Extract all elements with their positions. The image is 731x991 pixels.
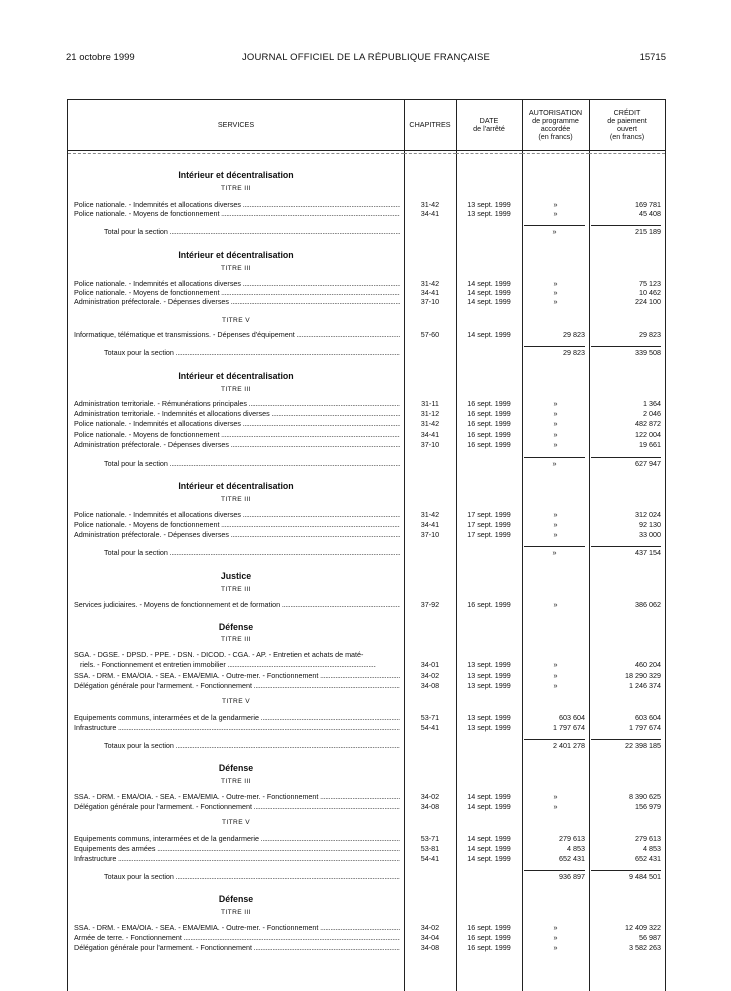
service-label: Administration préfectorale. - Dépenses diverses ..... xyxy=(74,440,400,449)
autorisation-cell: » xyxy=(553,440,558,449)
titre-heading: TITRE III xyxy=(221,265,251,272)
service-label: Police nationale. - Indemnités et allocations diverses ..... xyxy=(74,279,400,288)
autorisation-cell: 1 797 674 xyxy=(553,723,585,732)
autorisation-cell: » xyxy=(553,943,558,952)
credit-cell: 18 290 329 xyxy=(625,671,661,680)
service-label: Police nationale. - Moyens de fonctionnement ..... xyxy=(74,288,400,297)
date-cell: 14 sept. 1999 xyxy=(467,844,511,853)
chapitre-cell: 34-02 xyxy=(420,923,440,932)
autorisation-cell: » xyxy=(553,200,558,209)
chapitre-cell: 31-11 xyxy=(421,399,439,408)
titre-heading: TITRE III xyxy=(221,586,251,593)
header-dash-rule xyxy=(456,153,522,154)
table-row xyxy=(68,792,665,801)
credit-cell: 156 979 xyxy=(635,802,661,811)
service-label: Equipements communs, interarmées et de la gendarmerie ..... xyxy=(74,713,400,722)
header-dash-rule xyxy=(68,153,404,154)
table-row xyxy=(68,681,665,690)
chapitre-cell: 31-42 xyxy=(420,200,440,209)
autorisation-cell: » xyxy=(553,399,558,408)
autorisation-cell: » xyxy=(553,923,558,932)
titre-heading: TITRE V xyxy=(221,819,251,826)
credit-cell: 4 853 xyxy=(643,844,661,853)
table-row xyxy=(68,419,665,428)
credit-cell: 56 987 xyxy=(639,933,661,942)
table-row xyxy=(68,650,665,659)
column-header-autorisation: AUTORISATION de programme accordée (en francs) xyxy=(522,100,589,151)
date-cell: 16 sept. 1999 xyxy=(467,419,511,428)
total-row xyxy=(68,459,665,468)
date-cell: 16 sept. 1999 xyxy=(467,923,511,932)
autorisation-cell: » xyxy=(553,600,558,609)
table-row xyxy=(68,854,665,863)
total-row xyxy=(68,741,665,750)
service-label: Police nationale. - Moyens de fonctionnement ..... xyxy=(74,209,400,218)
chapitre-cell: 34-02 xyxy=(420,671,440,680)
date-cell: 14 sept. 1999 xyxy=(467,854,511,863)
date-cell: 17 sept. 1999 xyxy=(467,520,511,529)
credit-cell: 19 661 xyxy=(639,440,661,449)
section-heading: Défense xyxy=(218,622,254,632)
service-label: Infrastructure ..... xyxy=(74,854,400,863)
chapitre-cell: 34-08 xyxy=(420,681,440,690)
service-label: Administration territoriale. - Indemnités et allocations diverses ..... xyxy=(74,409,400,418)
titre-heading: TITRE V xyxy=(221,698,251,705)
autorisation-cell: » xyxy=(553,933,558,942)
service-label: Police nationale. - Indemnités et allocations diverses ..... xyxy=(74,200,400,209)
service-label: SSA. - DRM. - EMA/OIA. - SEA. - EMA/EMIA. - Outre-mer. - Fonctionnement ..... xyxy=(74,792,400,801)
credit-cell: 1 246 374 xyxy=(629,681,661,690)
service-label: Délégation générale pour l'armement. - Fonctionnement ..... xyxy=(74,802,400,811)
service-label: Total pour la section ..... xyxy=(104,459,400,468)
table-row xyxy=(68,409,665,418)
table-row xyxy=(68,671,665,680)
chapitre-cell: 34-41 xyxy=(420,430,440,439)
autorisation-cell: 279 613 xyxy=(559,834,585,843)
autorisation-cell: » xyxy=(553,671,558,680)
autorisation-cell: » xyxy=(553,520,558,529)
chapitre-cell: 34-01 xyxy=(420,660,440,669)
autorisation-cell: » xyxy=(553,419,558,428)
credit-cell: 10 462 xyxy=(639,288,661,297)
table-row xyxy=(68,288,665,297)
credit-cell: 437 154 xyxy=(591,546,661,557)
titre-heading: TITRE III xyxy=(221,496,251,503)
titre-heading: TITRE III xyxy=(221,185,251,192)
date-cell: 16 sept. 1999 xyxy=(467,409,511,418)
titre-heading: TITRE III xyxy=(221,909,251,916)
service-label: Police nationale. - Indemnités et allocations diverses ..... xyxy=(74,419,400,428)
service-label: riels. - Fonctionnement et entretien immobilier ..... xyxy=(80,660,376,669)
chapitre-cell: 37-92 xyxy=(420,600,440,609)
table-row xyxy=(68,200,665,209)
credit-cell: 169 781 xyxy=(635,200,661,209)
chapitre-cell: 34-41 xyxy=(420,288,440,297)
service-label: Administration préfectorale. - Dépenses diverses ..... xyxy=(74,297,400,306)
credit-cell: 1 797 674 xyxy=(629,723,661,732)
credit-cell: 29 823 xyxy=(639,330,661,339)
autorisation-cell: » xyxy=(553,279,558,288)
column-header-chapitres: CHAPITRES xyxy=(404,100,456,151)
table-row xyxy=(68,923,665,932)
chapitre-cell: 57-60 xyxy=(420,330,440,339)
service-label: Services judiciaires. - Moyens de fonctionnement et de formation ..... xyxy=(74,600,400,609)
table-row xyxy=(68,943,665,952)
autorisation-cell: » xyxy=(553,409,558,418)
credit-cell: 460 204 xyxy=(635,660,661,669)
section-heading: Intérieur et décentralisation xyxy=(178,170,294,180)
credit-cell: 627 947 xyxy=(591,457,661,468)
service-label: Totaux pour la section ..... xyxy=(104,741,400,750)
total-row xyxy=(68,348,665,357)
service-label: Délégation générale pour l'armement. - Fonctionnement ..... xyxy=(74,943,400,952)
autorisation-cell: 2 401 278 xyxy=(524,739,585,750)
header-title: JOURNAL OFFICIEL DE LA RÉPUBLIQUE FRANÇAISE xyxy=(241,52,491,63)
chapitre-cell: 53-71 xyxy=(420,834,440,843)
date-cell: 14 sept. 1999 xyxy=(467,792,511,801)
date-cell: 14 sept. 1999 xyxy=(467,802,511,811)
chapitre-cell: 31-42 xyxy=(420,279,440,288)
autorisation-cell: 603 604 xyxy=(559,713,585,722)
table-row xyxy=(68,802,665,811)
date-cell: 14 sept. 1999 xyxy=(467,834,511,843)
credit-cell: 22 398 185 xyxy=(591,739,661,750)
service-label: Total pour la section ..... xyxy=(104,548,400,557)
page-header xyxy=(66,52,666,66)
credit-cell: 215 189 xyxy=(591,225,661,236)
credit-cell: 312 024 xyxy=(635,510,661,519)
service-label: Informatique, télématique et transmissions. - Dépenses d'équipement ..... xyxy=(74,330,400,339)
credit-cell: 92 130 xyxy=(639,520,661,529)
service-label: Délégation générale pour l'armement. - Fonctionnement ..... xyxy=(74,681,400,690)
autorisation-cell: 29 823 xyxy=(524,346,585,357)
chapitre-cell: 34-08 xyxy=(420,802,440,811)
section-heading: Intérieur et décentralisation xyxy=(178,371,294,381)
autorisation-cell: » xyxy=(524,225,585,236)
table-row xyxy=(68,933,665,942)
table-row xyxy=(68,279,665,288)
service-label: Police nationale. - Indemnités et allocations diverses ..... xyxy=(74,510,400,519)
autorisation-cell: 4 853 xyxy=(567,844,585,853)
chapitre-cell: 34-41 xyxy=(420,209,440,218)
chapitre-cell: 54-41 xyxy=(420,723,440,732)
titre-heading: TITRE III xyxy=(221,636,251,643)
date-cell: 16 sept. 1999 xyxy=(467,933,511,942)
table-row xyxy=(68,430,665,439)
section-heading: Défense xyxy=(218,894,254,904)
service-label: Administration territoriale. - Rémunérations principales ..... xyxy=(74,399,400,408)
service-label: Police nationale. - Moyens de fonctionnement ..... xyxy=(74,430,400,439)
date-cell: 16 sept. 1999 xyxy=(467,399,511,408)
credit-cell: 603 604 xyxy=(635,713,661,722)
service-label: Police nationale. - Moyens de fonctionnement ..... xyxy=(74,520,400,529)
column-header-credit: CRÉDIT de paiement ouvert (en francs) xyxy=(589,100,665,151)
header-page-number: 15715 xyxy=(639,52,666,63)
credit-cell: 224 100 xyxy=(635,297,661,306)
date-cell: 13 sept. 1999 xyxy=(467,723,511,732)
service-label: SGA. - DGSE. - DPSD. - PPE. - DSN. - DICOD. - CGA. - AP. - Entretien et achats de maté- xyxy=(74,650,364,659)
table-row xyxy=(68,600,665,609)
autorisation-cell: » xyxy=(553,802,558,811)
section-heading: Justice xyxy=(220,571,252,581)
autorisation-cell: » xyxy=(553,209,558,218)
date-cell: 16 sept. 1999 xyxy=(467,600,511,609)
total-row xyxy=(68,548,665,557)
table-row xyxy=(68,844,665,853)
chapitre-cell: 54-41 xyxy=(420,854,440,863)
credit-cell: 33 000 xyxy=(639,530,661,539)
service-label: SSA. - DRM. - EMA/OIA. - SEA. - EMA/EMIA. - Outre-mer. - Fonctionnement ..... xyxy=(74,671,400,680)
credits-table xyxy=(67,99,666,991)
table-row xyxy=(68,834,665,843)
table-row xyxy=(68,530,665,539)
titre-heading: TITRE III xyxy=(221,778,251,785)
column-header-date: DATE de l'arrêté xyxy=(456,100,522,151)
column-header-services: SERVICES xyxy=(68,100,404,151)
table-row xyxy=(68,297,665,306)
header-date: 21 octobre 1999 xyxy=(66,52,135,63)
autorisation-cell: » xyxy=(553,430,558,439)
autorisation-cell: » xyxy=(524,457,585,468)
date-cell: 13 sept. 1999 xyxy=(467,713,511,722)
chapitre-cell: 34-02 xyxy=(420,792,440,801)
credit-cell: 386 062 xyxy=(635,600,661,609)
autorisation-cell: » xyxy=(524,546,585,557)
chapitre-cell: 34-04 xyxy=(420,933,440,942)
table-row xyxy=(68,399,665,408)
credit-cell: 45 408 xyxy=(639,209,661,218)
chapitre-cell: 37-10 xyxy=(420,297,440,306)
titre-heading: TITRE III xyxy=(221,386,251,393)
date-cell: 13 sept. 1999 xyxy=(467,681,511,690)
date-cell: 13 sept. 1999 xyxy=(467,200,511,209)
credit-cell: 652 431 xyxy=(635,854,661,863)
autorisation-cell: 936 897 xyxy=(524,870,585,881)
total-row xyxy=(68,227,665,236)
autorisation-cell: 29 823 xyxy=(563,330,585,339)
date-cell: 14 sept. 1999 xyxy=(467,288,511,297)
table-row xyxy=(68,713,665,722)
chapitre-cell: 53-71 xyxy=(420,713,440,722)
service-label: Equipements des armées ..... xyxy=(74,844,400,853)
credit-cell: 339 508 xyxy=(591,346,661,357)
credit-cell: 12 409 322 xyxy=(625,923,661,932)
table-row xyxy=(68,660,665,669)
autorisation-cell: 652 431 xyxy=(559,854,585,863)
chapitre-cell: 31-42 xyxy=(420,419,440,428)
section-heading: Défense xyxy=(218,763,254,773)
credit-cell: 3 582 263 xyxy=(629,943,661,952)
chapitre-cell: 31-12 xyxy=(420,409,440,418)
credit-cell: 482 872 xyxy=(635,419,661,428)
header-dash-rule xyxy=(589,153,665,154)
date-cell: 17 sept. 1999 xyxy=(467,510,511,519)
chapitre-cell: 37-10 xyxy=(420,440,440,449)
date-cell: 13 sept. 1999 xyxy=(467,660,511,669)
total-row xyxy=(68,872,665,881)
autorisation-cell: » xyxy=(553,288,558,297)
date-cell: 16 sept. 1999 xyxy=(467,440,511,449)
date-cell: 17 sept. 1999 xyxy=(467,530,511,539)
date-cell: 13 sept. 1999 xyxy=(467,671,511,680)
chapitre-cell: 34-08 xyxy=(420,943,440,952)
table-row xyxy=(68,520,665,529)
service-label: Totaux pour la section ..... xyxy=(104,872,400,881)
table-row xyxy=(68,510,665,519)
date-cell: 13 sept. 1999 xyxy=(467,209,511,218)
chapitre-cell: 31-42 xyxy=(420,510,440,519)
chapitre-cell: 34-41 xyxy=(420,520,440,529)
service-label: Infrastructure ..... xyxy=(74,723,400,732)
credit-cell: 8 390 625 xyxy=(629,792,661,801)
credit-cell: 1 364 xyxy=(643,399,661,408)
autorisation-cell: » xyxy=(553,660,558,669)
date-cell: 16 sept. 1999 xyxy=(467,430,511,439)
table-row xyxy=(68,440,665,449)
credit-cell: 279 613 xyxy=(635,834,661,843)
header-dash-rule xyxy=(404,153,456,154)
table-row xyxy=(68,723,665,732)
service-label: SSA. - DRM. - EMA/OIA. - SEA. - EMA/EMIA. - Outre-mer. - Fonctionnement ..... xyxy=(74,923,400,932)
autorisation-cell: » xyxy=(553,681,558,690)
autorisation-cell: » xyxy=(553,510,558,519)
titre-heading: TITRE V xyxy=(221,317,251,324)
credit-cell: 122 004 xyxy=(635,430,661,439)
date-cell: 16 sept. 1999 xyxy=(467,943,511,952)
credit-cell: 2 046 xyxy=(643,409,661,418)
date-cell: 14 sept. 1999 xyxy=(467,330,511,339)
service-label: Armée de terre. - Fonctionnement ..... xyxy=(74,933,400,942)
chapitre-cell: 37-10 xyxy=(420,530,440,539)
date-cell: 14 sept. 1999 xyxy=(467,297,511,306)
autorisation-cell: » xyxy=(553,297,558,306)
credit-cell: 75 123 xyxy=(639,279,661,288)
chapitre-cell: 53-81 xyxy=(420,844,440,853)
table-row xyxy=(68,330,665,339)
date-cell: 14 sept. 1999 xyxy=(467,279,511,288)
section-heading: Intérieur et décentralisation xyxy=(178,481,294,491)
header-dash-rule xyxy=(522,153,589,154)
section-heading: Intérieur et décentralisation xyxy=(178,250,294,260)
service-label: Totaux pour la section ..... xyxy=(104,348,400,357)
service-label: Administration préfectorale. - Dépenses diverses ..... xyxy=(74,530,400,539)
credit-cell: 9 484 501 xyxy=(591,870,661,881)
autorisation-cell: » xyxy=(553,792,558,801)
autorisation-cell: » xyxy=(553,530,558,539)
service-label: Equipements communs, interarmées et de la gendarmerie ..... xyxy=(74,834,400,843)
table-row xyxy=(68,209,665,218)
service-label: Total pour la section ..... xyxy=(104,227,400,236)
